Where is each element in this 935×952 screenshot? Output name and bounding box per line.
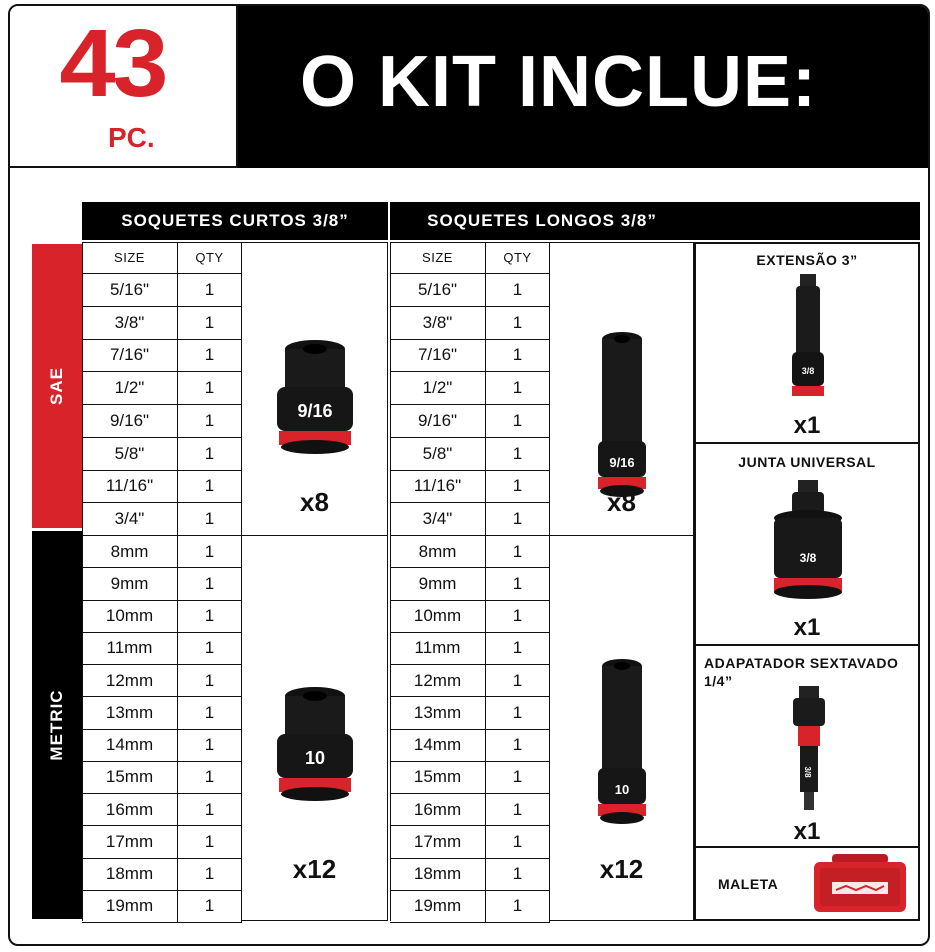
short-metric-size: 11mm (82, 633, 178, 665)
short-metric-qty: 1 (178, 794, 242, 826)
short-sae-qty: 1 (178, 340, 242, 373)
long-sae-qty: 1 (486, 438, 550, 471)
short-sae-size: 7/16" (82, 340, 178, 373)
piece-count: 43 (59, 10, 166, 117)
short-metric-qty: 1 (178, 633, 242, 665)
short-sae-qty: 1 (178, 307, 242, 340)
universal-size-label: 3/8 (799, 551, 817, 565)
short-qty-header: QTY (178, 242, 242, 274)
long-metric-socket-icon (594, 658, 650, 828)
long-metric-size: 9mm (390, 568, 486, 600)
accessories-column (694, 202, 920, 921)
long-sae-count: x8 (607, 487, 636, 517)
long-metric-size: 11mm (390, 633, 486, 665)
sae-band (32, 244, 82, 528)
short-metric-size: 16mm (82, 794, 178, 826)
extension-count: x1 (793, 412, 821, 439)
short-sae-size: 11/16" (82, 471, 178, 504)
long-sae-qty: 1 (486, 274, 550, 307)
long-metric-size: 19mm (390, 891, 486, 923)
long-sae-size: 1/2" (390, 372, 486, 405)
long-sockets-header: SOQUETES LONGOS 3/8” (390, 202, 694, 240)
short-sae-size: 1/2" (82, 372, 178, 405)
long-metric-qty: 1 (486, 697, 550, 729)
universal-joint-title: JUNTA UNIVERSAL (738, 454, 876, 470)
long-metric-qty: 1 (486, 633, 550, 665)
short-sae-qty: 1 (178, 438, 242, 471)
short-metric-qty: 1 (178, 697, 242, 729)
short-metric-qty: 1 (178, 665, 242, 697)
short-metric-size: 8mm (82, 536, 178, 568)
long-metric-qty: 1 (486, 826, 550, 858)
short-sae-qty: 1 (178, 405, 242, 438)
short-metric-qty: 1 (178, 826, 242, 858)
adapter-count: x1 (793, 818, 821, 845)
short-metric-qty: 1 (178, 859, 242, 891)
extension-box (694, 242, 920, 442)
long-metric-count: x12 (599, 854, 644, 884)
short-sae-qty: 1 (178, 503, 242, 536)
short-sae-size: 5/8" (82, 438, 178, 471)
short-metric-count: x12 (292, 854, 337, 884)
short-sae-size: 9/16" (82, 405, 178, 438)
long-sae-size: 9/16" (390, 405, 486, 438)
metric-band-label: METRIC (47, 689, 66, 761)
long-metric-size: 12mm (390, 665, 486, 697)
short-metric-size: 19mm (82, 891, 178, 923)
long-metric-qty: 1 (486, 859, 550, 891)
universal-joint-count: x1 (793, 614, 821, 641)
long-qty-header: QTY (486, 242, 550, 274)
short-sae-size: 3/4" (82, 503, 178, 536)
short-sae-count: x8 (300, 487, 329, 517)
svg-text:10: 10 (304, 748, 326, 768)
long-metric-size: 15mm (390, 762, 486, 794)
short-metric-qty: 1 (178, 730, 242, 762)
headline: O KIT INCLUE: (300, 42, 817, 122)
short-sae-socket-icon (275, 337, 355, 457)
long-sae-image-cell (550, 242, 694, 536)
long-sae-size: 7/16" (390, 340, 486, 373)
long-metric-qty: 1 (486, 794, 550, 826)
short-metric-size: 17mm (82, 826, 178, 858)
short-metric-qty: 1 (178, 762, 242, 794)
long-metric-size: 8mm (390, 536, 486, 568)
short-metric-socket-icon (275, 684, 355, 804)
short-sae-image-cell (242, 242, 388, 536)
carry-case-icon (812, 854, 908, 914)
short-metric-qty: 1 (178, 568, 242, 600)
short-sae-size: 3/8" (82, 307, 178, 340)
long-sae-qty: 1 (486, 340, 550, 373)
metric-band (32, 531, 82, 919)
short-metric-size: 15mm (82, 762, 178, 794)
short-metric-size: 9mm (82, 568, 178, 600)
long-sae-qty: 1 (486, 405, 550, 438)
short-metric-qty: 1 (178, 891, 242, 923)
short-metric-size: 12mm (82, 665, 178, 697)
short-metric-size: 14mm (82, 730, 178, 762)
long-metric-qty: 1 (486, 891, 550, 923)
long-metric-size: 16mm (390, 794, 486, 826)
svg-text:9/16: 9/16 (609, 455, 635, 470)
extension-size-label: 3/8 (801, 366, 815, 376)
long-metric-image-cell (550, 536, 694, 921)
adapter-title: ADAPATADOR SEXTAVADO 1/4” (704, 655, 899, 689)
long-metric-size: 18mm (390, 859, 486, 891)
extension-title: EXTENSÃO 3” (756, 252, 858, 268)
short-sae-qty: 1 (178, 372, 242, 405)
case-box (694, 846, 920, 921)
short-size-header: SIZE (82, 242, 178, 274)
adapter-box (694, 644, 920, 846)
long-metric-qty: 1 (486, 762, 550, 794)
long-sae-size: 3/4" (390, 503, 486, 536)
short-sae-qty: 1 (178, 274, 242, 307)
long-sae-qty: 1 (486, 471, 550, 504)
long-metric-qty: 1 (486, 601, 550, 633)
extension-icon (778, 274, 838, 404)
piece-unit: PC. (108, 122, 155, 153)
long-sae-qty: 1 (486, 372, 550, 405)
short-metric-qty: 1 (178, 601, 242, 633)
long-sae-qty: 1 (486, 307, 550, 340)
kit-contents-card (8, 4, 930, 946)
long-sae-size: 3/8" (390, 307, 486, 340)
long-metric-qty: 1 (486, 536, 550, 568)
long-metric-qty: 1 (486, 730, 550, 762)
long-sae-size: 5/16" (390, 274, 486, 307)
long-sae-socket-icon (594, 331, 650, 501)
long-metric-size: 13mm (390, 697, 486, 729)
sockets-table (82, 242, 694, 921)
headline-bar (238, 6, 928, 168)
long-sae-qty: 1 (486, 503, 550, 536)
case-title: MALETA (718, 876, 779, 892)
svg-text:9/16: 9/16 (297, 401, 333, 421)
adapter-size-label: 3/8 (803, 766, 812, 778)
short-sae-size: 5/16" (82, 274, 178, 307)
adapter-icon (784, 686, 834, 816)
long-sae-size: 5/8" (390, 438, 486, 471)
long-size-header: SIZE (390, 242, 486, 274)
short-sockets-header: SOQUETES CURTOS 3/8” (82, 202, 388, 240)
svg-text:10: 10 (614, 782, 630, 797)
long-metric-qty: 1 (486, 568, 550, 600)
universal-joint-box (694, 442, 920, 644)
short-metric-size: 13mm (82, 697, 178, 729)
short-metric-size: 18mm (82, 859, 178, 891)
accessories-header (694, 202, 920, 240)
short-metric-image-cell (242, 536, 388, 921)
long-metric-size: 17mm (390, 826, 486, 858)
short-metric-qty: 1 (178, 536, 242, 568)
long-metric-size: 10mm (390, 601, 486, 633)
long-metric-qty: 1 (486, 665, 550, 697)
short-sae-qty: 1 (178, 471, 242, 504)
short-metric-size: 10mm (82, 601, 178, 633)
piece-count-badge (10, 6, 238, 168)
universal-joint-icon (768, 480, 848, 610)
sae-band-label: SAE (47, 367, 66, 405)
long-metric-size: 14mm (390, 730, 486, 762)
long-sae-size: 11/16" (390, 471, 486, 504)
